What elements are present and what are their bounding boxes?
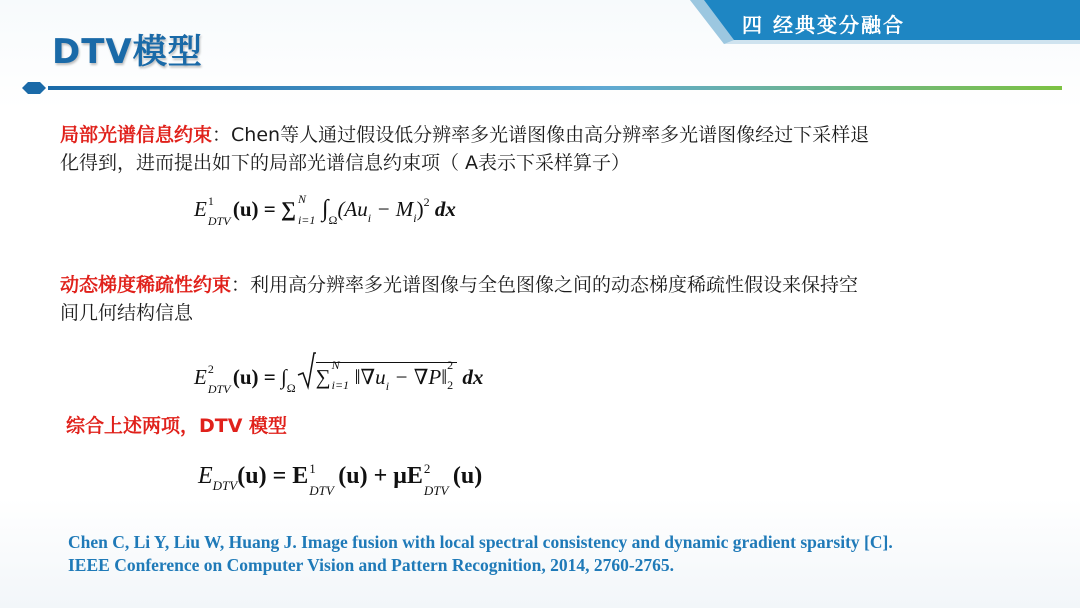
formula-text: ) bbox=[416, 197, 424, 221]
formula-sup: N bbox=[297, 192, 306, 206]
keyword-separator: ： bbox=[212, 124, 232, 146]
paragraph-text: 间几何结构信息 bbox=[60, 302, 194, 324]
formula-sup: 2 bbox=[447, 358, 454, 372]
section-label: 四 经典变分融合 bbox=[742, 13, 905, 37]
formula-sub: DTV bbox=[212, 478, 238, 493]
formula-sub: DTV bbox=[309, 483, 334, 498]
formula-text: ∫ bbox=[321, 196, 329, 222]
formula-sub: 2 bbox=[447, 378, 454, 392]
keyword-local-spectral: 局部光谱信息约束 bbox=[60, 124, 213, 146]
formula-symbol: E bbox=[194, 197, 207, 221]
formula-text: − M bbox=[371, 197, 414, 221]
section-banner bbox=[690, 0, 1080, 44]
formula-sub: i bbox=[413, 211, 417, 225]
citation-line: IEEE Conference on Computer Vision and Pattern Recognition, 2014, 2760-2765. bbox=[68, 555, 675, 575]
formula-dtv-model bbox=[198, 461, 483, 498]
citation bbox=[68, 531, 1058, 577]
formula-sup: 2 bbox=[423, 195, 430, 209]
formula-local-spectral bbox=[194, 192, 456, 228]
paragraph-text: 利用高分辨率多光谱图像与全色图像之间的动态梯度稀疏性假设来保持空 bbox=[250, 274, 859, 296]
formula-text: − ∇P‖ bbox=[389, 365, 448, 389]
formula-symbol: E bbox=[198, 463, 213, 489]
formula-dynamic-gradient bbox=[194, 358, 484, 396]
keyword-dynamic-gradient: 动态梯度稀疏性约束 bbox=[60, 274, 232, 296]
formula-sub: i=1 bbox=[297, 213, 316, 227]
formula-sub: DTV bbox=[207, 382, 231, 396]
formula-symbol: E bbox=[194, 365, 207, 389]
formula-text: ∑ bbox=[315, 365, 331, 389]
formula-sup: 2 bbox=[207, 362, 214, 376]
formula-text: ‖∇u bbox=[354, 365, 386, 389]
formula-sub: DTV bbox=[423, 483, 449, 498]
paragraph-text: 化得到，进而提出如下的局部光谱信息约束项（ A表示下采样算子） bbox=[60, 152, 631, 174]
paragraph-dynamic-gradient bbox=[60, 271, 1040, 327]
formula-sub: Ω bbox=[286, 381, 296, 395]
paragraph-local-spectral bbox=[60, 121, 1040, 177]
keyword-separator: ： bbox=[231, 274, 251, 296]
formula-sub: DTV bbox=[207, 214, 231, 228]
formula-sup: N bbox=[331, 358, 340, 372]
formula-text: (u) = ∫ bbox=[232, 365, 287, 389]
formula-sup: 1 bbox=[309, 461, 316, 476]
formula-sup: 2 bbox=[423, 461, 431, 476]
citation-line: Chen C, Li Y, Liu W, Huang J. Image fusion with local spectral consistency and dynamic gradient sparsity [C]. bbox=[68, 532, 893, 552]
formula-text: (u) bbox=[452, 463, 483, 489]
header-divider bbox=[22, 78, 1062, 98]
formula-sub: i bbox=[367, 211, 372, 225]
sqrt-icon bbox=[296, 369, 316, 389]
formula-sub: i=1 bbox=[331, 378, 350, 392]
formula-text: (u) = ∑ bbox=[232, 197, 296, 221]
formula-text: dx bbox=[429, 197, 456, 221]
formula-sub: i bbox=[385, 379, 390, 393]
formula-text: (u) + μE bbox=[338, 463, 423, 489]
formula-text: (Au bbox=[337, 197, 368, 221]
formula-sup: 1 bbox=[207, 194, 214, 208]
formula-sub: Ω bbox=[328, 213, 338, 227]
summary-heading: 综合上述两项，DTV 模型 bbox=[66, 415, 288, 437]
paragraph-text: Chen等人通过假设低分辨率多光谱图像由高分辨率多光谱图像经过下采样退 bbox=[231, 124, 870, 146]
page-title: DTV模型 bbox=[52, 32, 203, 72]
formula-text: (u) = E bbox=[237, 463, 309, 489]
formula-text: dx bbox=[457, 365, 484, 389]
